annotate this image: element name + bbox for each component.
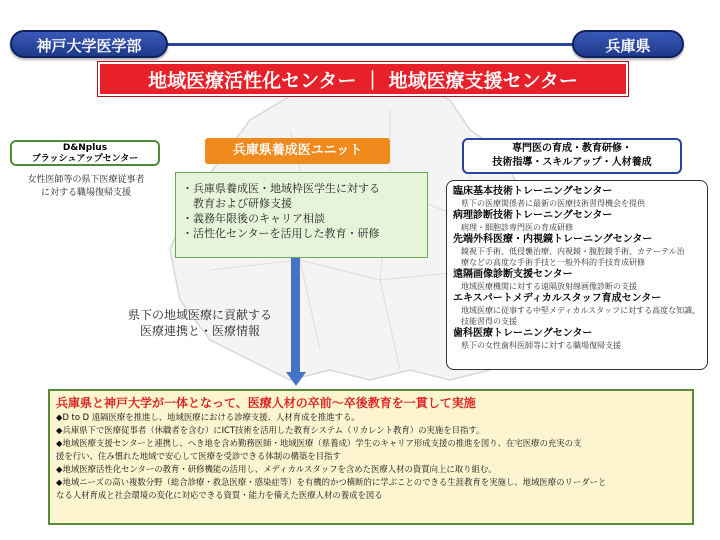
center-desc: 地域医療機関に対する遠隔放射線画像診断の支援 bbox=[461, 282, 637, 291]
training-center-list bbox=[446, 180, 708, 370]
center-title: 臨床基本技術トレーニングセンター bbox=[453, 186, 613, 197]
center-desc: 県下の医療関係者に最新の医療技術習得機会を提供 bbox=[461, 199, 645, 208]
center-item bbox=[453, 292, 701, 327]
summary-line: 援を行い、住み慣れた地域で安心して医療を受診できる体制の構築を目指す bbox=[56, 451, 341, 461]
center-desc: 技能習得の支援 bbox=[461, 317, 517, 326]
center-title: 歯科医療トレーニングセンター bbox=[453, 328, 593, 339]
dn-desc-line: 女性医師等の県下医療従事者 bbox=[27, 175, 145, 185]
hyogo-prefecture-label: 兵庫県 bbox=[572, 30, 684, 58]
center-title: 遠隔画像診断支援センター bbox=[453, 269, 573, 280]
summary-title: 兵庫県と神戸大学が一体となって、医療人材の卒前～卒後教育を一貫して実施 bbox=[56, 396, 476, 410]
unit-item: ・兵庫県養成医・地域枠医学生に対する bbox=[182, 182, 380, 195]
center-desc: 県下の女性歯科医師等に対する職場復帰支援 bbox=[461, 341, 621, 350]
down-arrow-icon bbox=[286, 372, 306, 386]
kobe-university-label: 神戸大学医学部 bbox=[10, 30, 168, 58]
contribution-line: 医療連携と・医療情報 bbox=[139, 324, 260, 338]
unit-item: 教育および研修支援 bbox=[182, 197, 292, 210]
down-arrow-shaft bbox=[291, 258, 300, 373]
contribution-text bbox=[112, 307, 288, 339]
unit-item: ・義務年限後のキャリア相談 bbox=[182, 212, 325, 225]
center-title: 病理診断技術トレーニングセンター bbox=[453, 210, 613, 221]
center-desc: 地域医療に従事する中堅メディカルスタッフに対する高度な知識、 bbox=[461, 306, 701, 315]
dn-plus-subtitle: ブラッシュアップセンター bbox=[31, 154, 139, 164]
training-unit-title: 兵庫県養成医ユニット bbox=[205, 138, 390, 164]
center-item bbox=[453, 185, 701, 209]
center-title: エキスパートメディカルスタッフ育成センター bbox=[453, 293, 662, 304]
center-item bbox=[453, 233, 701, 268]
summary-box bbox=[48, 389, 694, 525]
center-item bbox=[453, 327, 701, 351]
dn-plus-name: D&Nplus bbox=[62, 143, 108, 153]
center-item bbox=[453, 209, 701, 233]
summary-line: ◆D to D 遠隔医療を推進し、地域医療における診療支援、人材育成を推進する。 bbox=[56, 412, 360, 422]
specialist-training-header bbox=[462, 138, 682, 174]
spec-header-line: 専門医の育成・教育研修・ bbox=[512, 143, 632, 154]
training-unit-box bbox=[175, 172, 428, 258]
center-desc: 病理・細胞診専門医の育成研修 bbox=[461, 223, 573, 232]
dn-plus-box bbox=[10, 140, 160, 166]
center-item bbox=[453, 268, 701, 292]
header-connector-line bbox=[160, 43, 580, 46]
summary-line: ◆兵庫県下で医療従事者（休職者を含む）にICT技術を活用した教育システム（リカレント教育）の実施を目指す。 bbox=[56, 425, 485, 435]
spec-header-line: 技術指導・スキルアップ・人材養成 bbox=[492, 157, 652, 168]
unit-item: ・活性化センターを活用した教育・研修 bbox=[182, 227, 380, 240]
center-desc: 鏡視下手術、低侵襲治療、内視鏡・腹腔鏡手術、カテーテル治 bbox=[461, 247, 685, 256]
dn-plus-description bbox=[8, 174, 164, 200]
summary-line: なる人材育成と社会環境の変化に対応できる資質・能力を備えた医療人材の養成を図る bbox=[56, 490, 383, 500]
summary-line: ◆地域医療支援センターと連携し、へき地を含め勤務医師・地域医療（県養成）学生のキャリア形成支援の推進を図り、在宅医療の充実の支 bbox=[56, 438, 582, 448]
summary-line: ◆地域ニーズの高い複数分野（総合診療・救急医療・感染症等）を有機的かつ横断的に学ぶことのできる生涯教育を実施し、地域医療のリーダーと bbox=[56, 477, 607, 487]
summary-line: ◆地域医療活性化センターの教育・研修機能の活用し、メディカルスタッフを含めた医療人材の資質向上に取り組む。 bbox=[56, 464, 497, 474]
contribution-line: 県下の地域医療に貢献する bbox=[127, 308, 272, 322]
dn-desc-line: に対する職場復帰支援 bbox=[40, 188, 131, 198]
page-title: 地域医療活性化センター ｜ 地域医療支援センター bbox=[98, 62, 628, 96]
center-desc: 療などの高度な手術手技と一般外科的手技育成研修 bbox=[461, 258, 645, 267]
center-title: 先端外科医療・内視鏡トレーニングセンター bbox=[453, 234, 653, 245]
